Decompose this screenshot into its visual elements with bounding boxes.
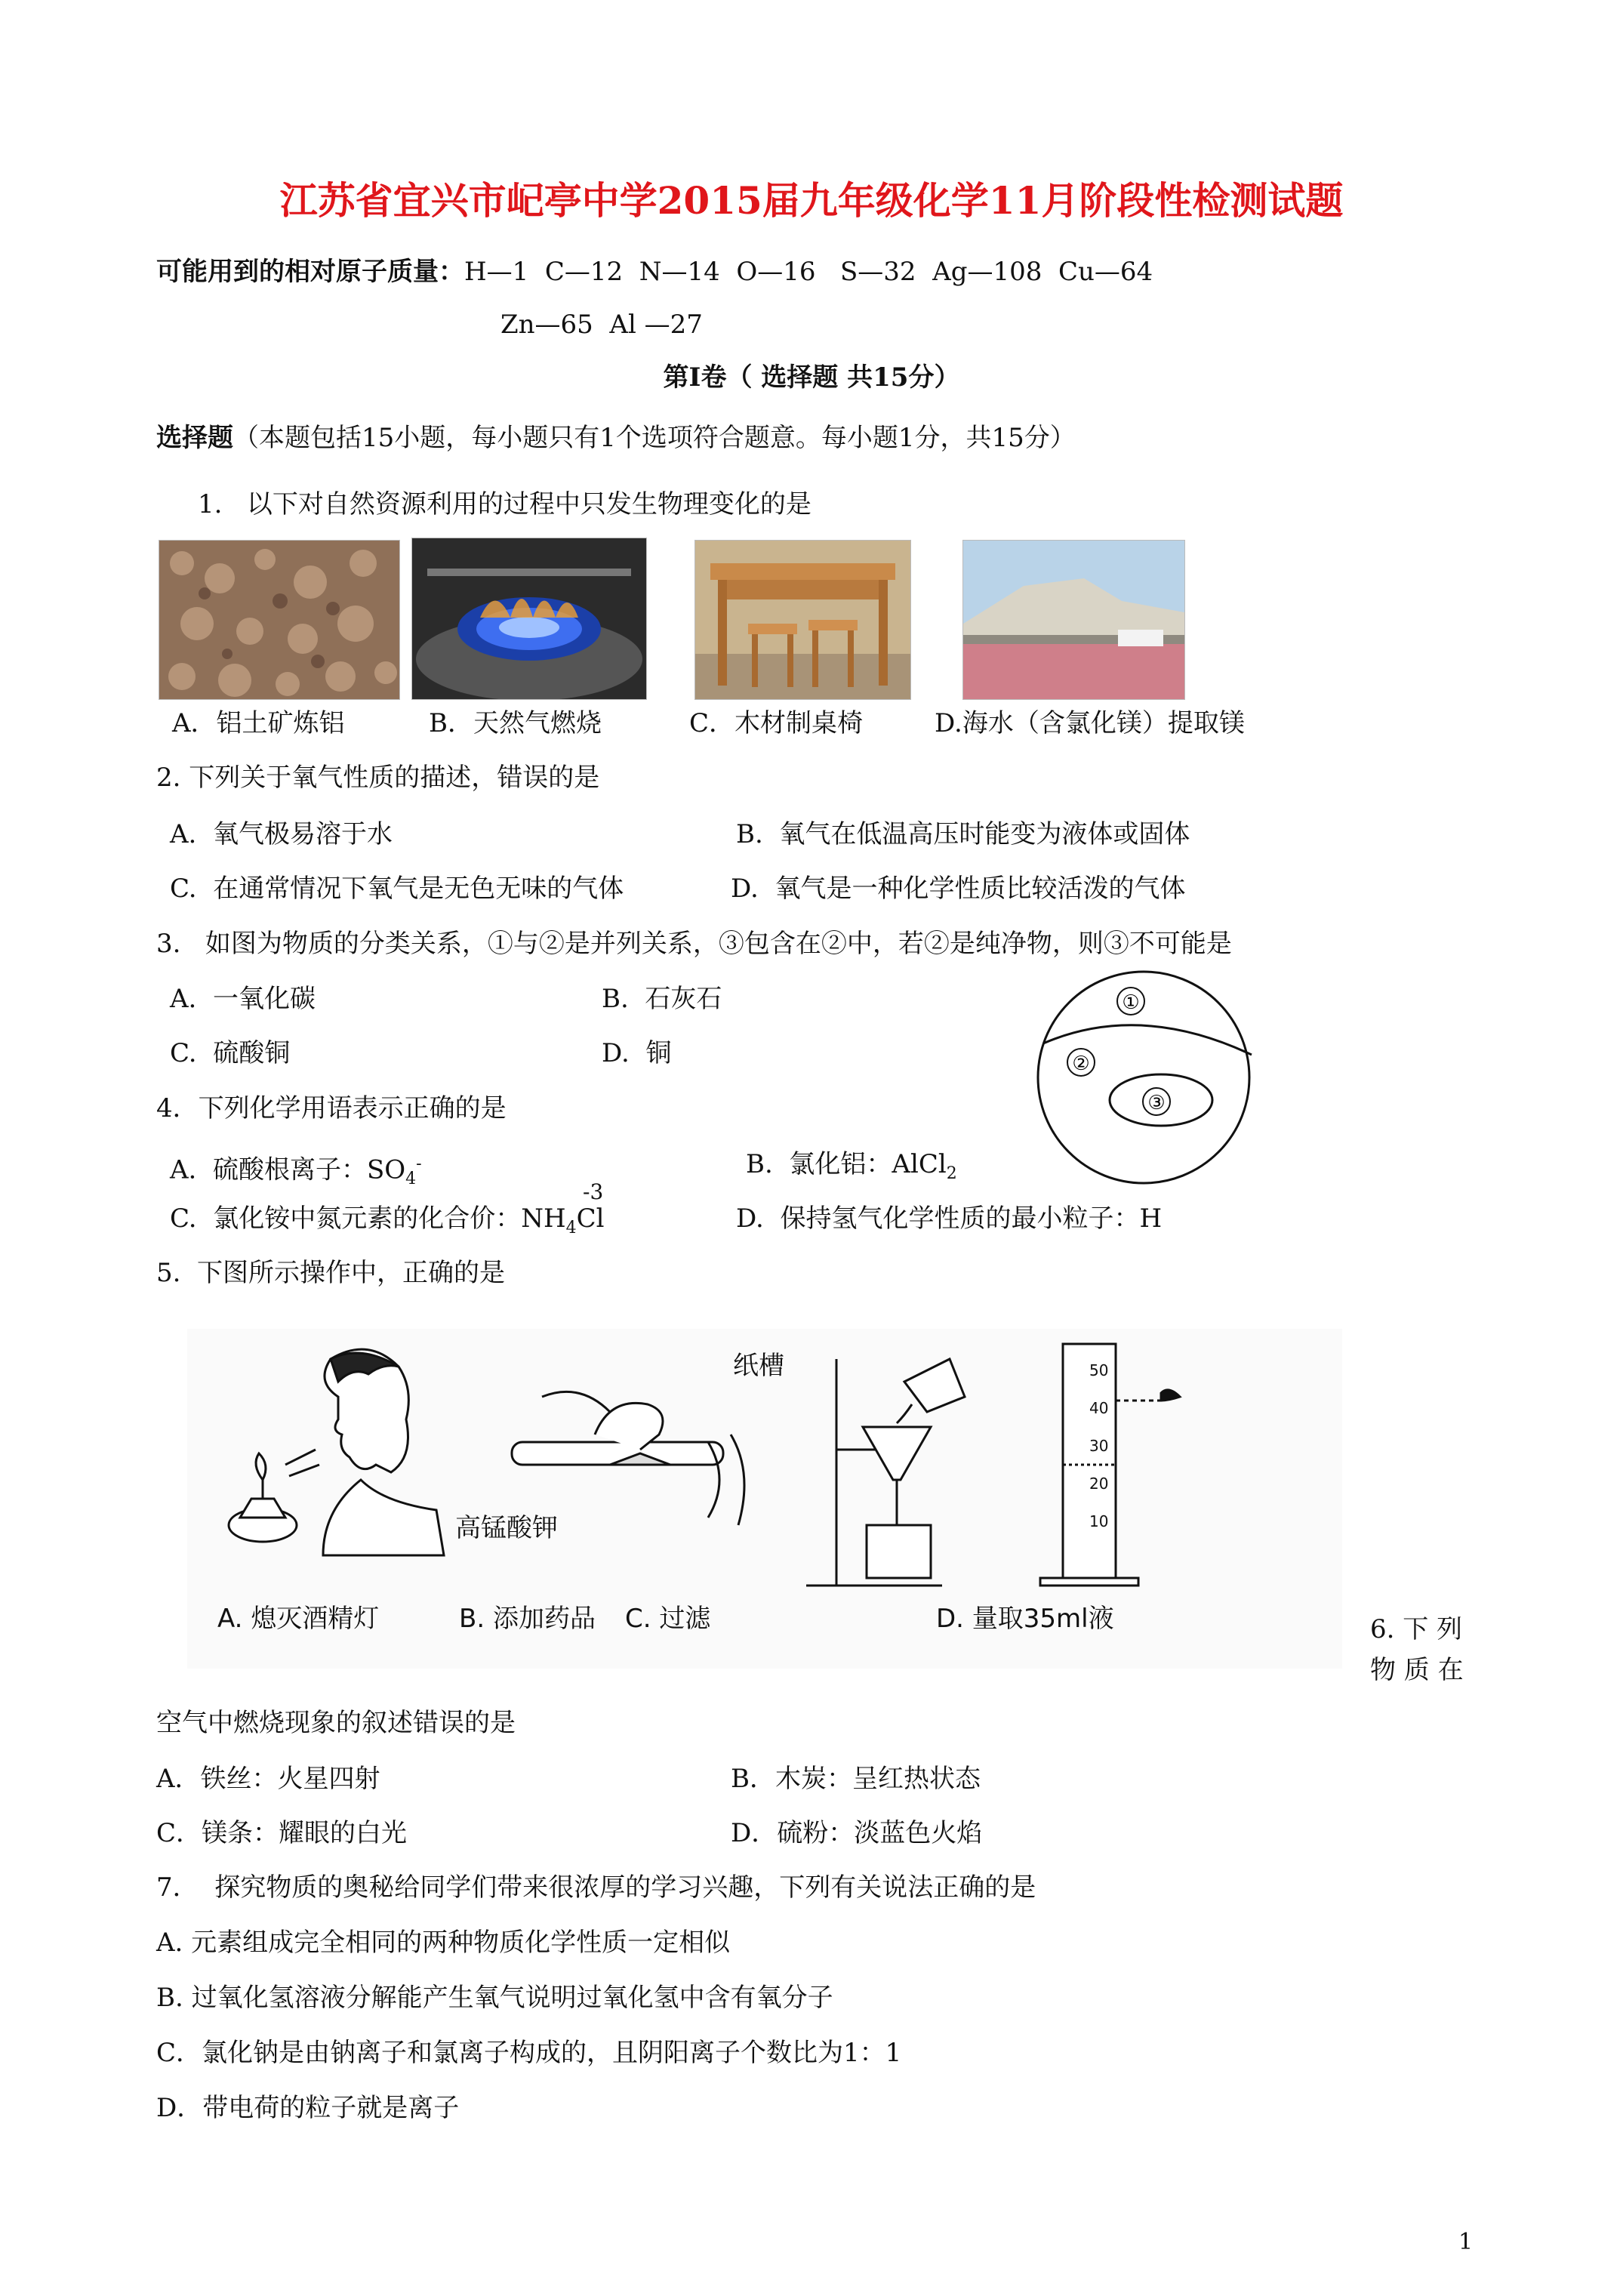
q7-stem: 7． 探究物质的奥秘给同学们带来很浓厚的学习兴趣，下列有关说法正确的是 xyxy=(156,1872,1036,1903)
instructions-label: 选择题 xyxy=(156,423,233,453)
q3-option-b: B. 石灰石 xyxy=(602,984,722,1014)
q4-stem: 4．下列化学用语表示正确的是 xyxy=(156,1093,507,1123)
q1-stem: 1. 以下对自然资源利用的过程中只发生物理变化的是 xyxy=(198,489,812,519)
document-title: 江苏省宜兴市屺亭中学2015届九年级化学11月阶段性检测试题 xyxy=(279,178,1344,223)
q3-stem: 3. 如图为物质的分类关系，①与②是并列关系，③包含在②中，若②是纯净物，则③不可能是 xyxy=(156,929,1232,959)
page-number: 1 xyxy=(1458,2229,1474,2255)
q5-stem: 5. 下图所示操作中，正确的是 xyxy=(156,1258,506,1288)
q7-option-c: C．氯化钠是由钠离子和氯离子构成的，且阴阳离子个数比为1：1 xyxy=(156,2038,902,2068)
q1-option-c: C．木材制桌椅 xyxy=(689,708,864,738)
q1-option-b: B．天然气燃烧 xyxy=(429,708,602,738)
caption-b: B. 添加药品 xyxy=(459,1604,596,1634)
q4-b-sub: 2 xyxy=(946,1163,957,1183)
q4-option-b xyxy=(746,1149,957,1189)
atomic-mass-values-1: H—1 C—12 N—14 O—16 S—32 Ag—108 Cu—64 xyxy=(464,257,1153,287)
q4-a-sub: 4 xyxy=(405,1170,417,1189)
cylinder-tick-30: 30 xyxy=(1089,1437,1109,1455)
section-heading: 第Ⅰ卷（ 选择题 共15分） xyxy=(663,362,960,393)
q4-a-text: A. 硫酸根离子：SO xyxy=(170,1154,406,1185)
q2-option-a: A. 氧气极易溶于水 xyxy=(170,819,393,849)
cylinder-tick-40: 40 xyxy=(1089,1399,1109,1417)
q2-option-c: C. 在通常情况下氧气是无色无味的气体 xyxy=(170,874,624,904)
cylinder-tick-10: 10 xyxy=(1089,1512,1109,1530)
q7-option-b: B. 过氧化氢溶液分解能产生氧气说明过氧化氢中含有氧分子 xyxy=(156,1983,833,2013)
classification-diagram xyxy=(1034,968,1253,1187)
cylinder-tick-20: 20 xyxy=(1089,1475,1109,1493)
q1-option-a: A．铝土矿炼铝 xyxy=(172,708,345,738)
caption-c: C. 过滤 xyxy=(625,1604,711,1634)
q4-c-text: C. 氯化铵中氮元素的化合价：NH xyxy=(170,1203,566,1234)
q3-option-c: C. 硫酸铜 xyxy=(170,1038,291,1068)
venn-label-2: ② xyxy=(1072,1052,1090,1075)
q4-c-sub: 4 xyxy=(565,1218,577,1237)
wooden-desk-photo-icon xyxy=(694,540,911,700)
q4-option-d: D. 保持氢气化学性质的最小粒子：H xyxy=(736,1203,1163,1234)
q1-option-d: D.海水（含氯化镁）提取镁 xyxy=(935,708,1245,738)
lab-operations-figure xyxy=(187,1329,1342,1669)
salt-field-photo-icon xyxy=(962,540,1185,700)
q3-option-a: A. 一氧化碳 xyxy=(170,984,316,1014)
q6-stem-continued: 空气中燃烧现象的叙述错误的是 xyxy=(156,1708,516,1738)
label-kmno4: 高锰酸钾 xyxy=(455,1513,558,1543)
atomic-mass-values-2: Zn—65 Al —27 xyxy=(500,310,703,340)
venn-label-3: ③ xyxy=(1147,1092,1166,1114)
q4-option-a xyxy=(170,1149,422,1194)
caption-d: D. 量取35ml液 xyxy=(936,1604,1114,1634)
q6-option-a: A．铁丝：火星四射 xyxy=(156,1764,380,1794)
q2-stem: 2. 下列关于氧气性质的描述，错误的是 xyxy=(156,763,600,793)
q3-option-d: D. 铜 xyxy=(602,1038,672,1068)
gas-flame-photo-icon xyxy=(411,538,647,700)
label-paper-trough: 纸槽 xyxy=(733,1351,784,1381)
bauxite-photo-icon xyxy=(159,540,400,700)
q2-option-d: D. 氧气是一种化学性质比较活泼的气体 xyxy=(731,874,1186,904)
instructions xyxy=(156,423,1076,453)
caption-a: A. 熄灭酒精灯 xyxy=(217,1604,380,1634)
instructions-text: （本题包括15小题，每小题只有1个选项符合题意。每小题1分，共15分） xyxy=(233,423,1076,453)
atomic-mass-line-1 xyxy=(156,257,1153,287)
atomic-mass-label: 可能用到的相对原子质量： xyxy=(156,257,464,287)
q4-c-tail: Cl xyxy=(576,1203,605,1234)
q4-c-valence: -3 xyxy=(583,1179,604,1204)
q6-option-b: B．木炭：呈红热状态 xyxy=(731,1764,981,1794)
cylinder-tick-50: 50 xyxy=(1089,1361,1109,1379)
q4-option-c xyxy=(170,1203,605,1244)
q6-stem-part-1: 6. 下 列 xyxy=(1370,1614,1463,1644)
q6-option-c: C．镁条：耀眼的白光 xyxy=(156,1818,408,1848)
q6-stem-part-2: 物 质 在 xyxy=(1370,1655,1464,1685)
q6-option-d: D．硫粉：淡蓝色火焰 xyxy=(731,1818,983,1848)
venn-label-1: ① xyxy=(1122,991,1140,1014)
q7-option-d: D．带电荷的粒子就是离子 xyxy=(156,2093,460,2123)
q2-option-b: B. 氧气在低温高压时能变为液体或固体 xyxy=(736,819,1190,849)
q4-b-text: B. 氯化铝：AlCl xyxy=(746,1149,947,1179)
q7-option-a: A. 元素组成完全相同的两种物质化学性质一定相似 xyxy=(156,1928,731,1958)
q4-a-sup: - xyxy=(416,1154,422,1173)
